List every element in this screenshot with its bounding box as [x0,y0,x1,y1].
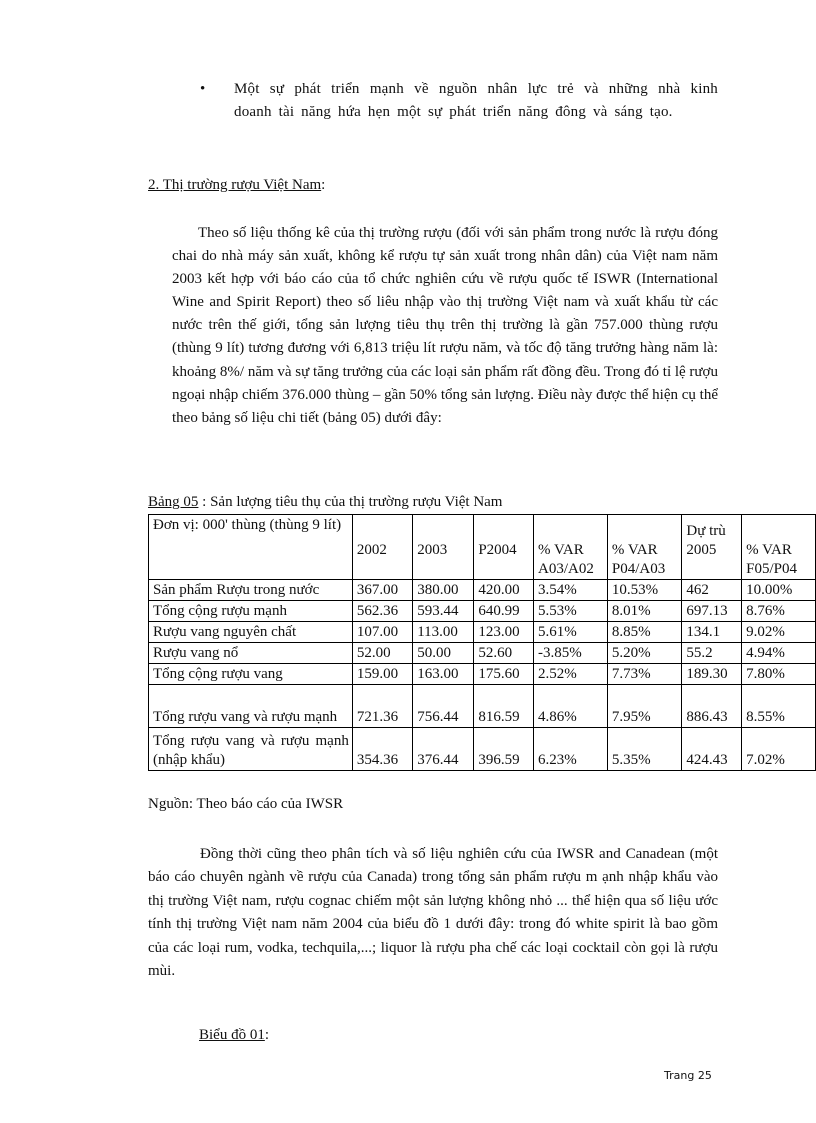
paragraph-cognac-share [148,843,718,983]
table-row [149,601,816,622]
table-cell: 7.80% [742,664,816,685]
table-cell: 376.44 [413,728,474,771]
table-row [149,664,816,685]
table-unit-header: Đơn vị: 000' thùng (thùng 9 lít) [149,515,353,580]
table-cell: 816.59 [474,685,534,728]
table-column-header: 2003 [413,515,474,580]
table-cell: 5.61% [534,622,608,643]
table-cell: 55.2 [682,643,742,664]
paragraph-market-stats-text: Theo số liệu thống kê của thị trường rượu (đối với sản phẩm trong nước là rượu đóng chai do nhà máy sản xuất, không kể rượu tự sản xuất trong nhân dân) của Việt nam năm 2003 kết hợp với báo cáo của tổ chức nghiên cứu về rượu quốc tế ISWR (International Wine and Spirit Report) theo số liêu nhập vào thị trường Việt nam và xuất khẩu từ các nước trên thế giới, tổng sản lượng tiêu thụ trên thị trường là gần 757.000 thùng rượu (thùng 9 lít) tương đương với 6,813 triệu lít rượu năm, và tốc độ tăng trưởng hàng năm là: khoảng 8%/ năm và sự tăng trưởng của các loại sản phẩm rất đồng đều. Trong đó tỉ lệ rượu ngoại nhập chiếm 376.000 thùng – gần 50% tổng sản lượng. Điều này được thể hiện cụ thể theo bảng số liệu chi tiết (bảng 05) dưới đây: [172,225,718,426]
table-caption-text: : Sản lượng tiêu thụ của thị trường rượu Việt Nam [198,494,503,510]
table-column-header: P2004 [474,515,534,580]
table-row [149,622,816,643]
table-cell: 8.85% [607,622,682,643]
table-caption-label: Bảng 05 [148,494,199,510]
table-cell: 6.23% [534,728,608,771]
table-cell: 886.43 [682,685,742,728]
table-column-header: % VAR F05/P04 [742,515,816,580]
section-heading [148,177,325,194]
table-cell: 4.86% [534,685,608,728]
table-column-header: % VAR P04/A03 [607,515,682,580]
table-cell: 562.36 [352,601,412,622]
section-heading-colon: : [321,177,326,193]
chart-heading-colon: : [264,1027,270,1043]
table-cell: 721.36 [352,685,412,728]
table-cell: 50.00 [413,643,474,664]
table-cell: 52.00 [352,643,412,664]
table-cell: 420.00 [474,580,534,601]
table-cell: 593.44 [413,601,474,622]
table-header-row [149,515,816,580]
table-cell: 424.43 [682,728,742,771]
table-cell: 5.20% [607,643,682,664]
table-cell: 2.52% [534,664,608,685]
table-cell: 123.00 [474,622,534,643]
table-row [149,685,816,728]
table-cell: 134.1 [682,622,742,643]
section-heading-text: 2. Thị trường rượu Việt Nam [148,177,322,193]
paragraph-cognac-share-text: Đồng thời cũng theo phân tích và số liệu nghiên cứu của IWSR and Canadean (một báo cáo chuyên ngành về rượu của Canada) trong tổng sản phẩm rượu m ạnh nhập khẩu vào thị trường Việt nam, rượu cognac chiếm một sản lượng không nhỏ ... thể hiện qua số liệu ước tính thị trường Việt nam năm 2004 của biểu đồ 1 dưới đây: trong đó white spirit là bao gồm của các loại rum, vodka, techquila,...; liquor là rượu pha chế các loại cocktail còn gọi là rượu mùi. [148,846,718,980]
table-cell: 8.76% [742,601,816,622]
table-caption [148,494,502,511]
table-cell: 396.59 [474,728,534,771]
bullet-symbol: • [200,81,206,97]
table-row [149,643,816,664]
table-cell: 9.02% [742,622,816,643]
page-number: Trang 25 [664,1069,712,1082]
table-column-header: 2002 [352,515,412,580]
bullet-item [196,78,718,124]
row-label: Tổng rượu vang và rượu mạnh (nhập khẩu) [149,728,353,771]
table-cell: 4.94% [742,643,816,664]
table-cell: -3.85% [534,643,608,664]
table-cell: 367.00 [352,580,412,601]
table-cell: 52.60 [474,643,534,664]
chart-heading [199,1027,269,1044]
table-cell: 10.00% [742,580,816,601]
table-cell: 697.13 [682,601,742,622]
row-label: Tổng cộng rượu mạnh [149,601,353,622]
chart-heading-label: Biểu đồ 01 [199,1027,265,1043]
table-cell: 10.53% [607,580,682,601]
table-cell: 107.00 [352,622,412,643]
table-cell: 8.55% [742,685,816,728]
row-label: Tổng rượu vang và rượu mạnh [149,685,353,728]
table-cell: 462 [682,580,742,601]
row-label: Tổng cộng rượu vang [149,664,353,685]
table-row [149,580,816,601]
bullet-text: Một sự phát triển mạnh về nguồn nhân lực trẻ và những nhà kinh doanh tài năng hứa hẹn một sự phát triển năng đông và sáng tạo. [234,81,718,120]
table-cell: 175.60 [474,664,534,685]
table-cell: 159.00 [352,664,412,685]
table-cell: 380.00 [413,580,474,601]
table-row [149,728,816,771]
row-label: Rượu vang nổ [149,643,353,664]
table-cell: 5.35% [607,728,682,771]
row-label: Sản phẩm Rượu trong nước [149,580,353,601]
table-source: Nguồn: Theo báo cáo của IWSR [148,796,344,812]
paragraph-market-stats [172,222,718,430]
table-cell: 113.00 [413,622,474,643]
table-cell: 8.01% [607,601,682,622]
row-label: Rượu vang nguyên chất [149,622,353,643]
table-cell: 756.44 [413,685,474,728]
table-column-header: Dự trù 2005 [682,515,742,580]
table-cell: 354.36 [352,728,412,771]
table-cell: 5.53% [534,601,608,622]
consumption-table [148,514,816,771]
table-cell: 7.95% [607,685,682,728]
table-cell: 189.30 [682,664,742,685]
table-column-header: % VAR A03/A02 [534,515,608,580]
table-cell: 3.54% [534,580,608,601]
table-cell: 7.73% [607,664,682,685]
table-cell: 7.02% [742,728,816,771]
table-cell: 163.00 [413,664,474,685]
table-cell: 640.99 [474,601,534,622]
